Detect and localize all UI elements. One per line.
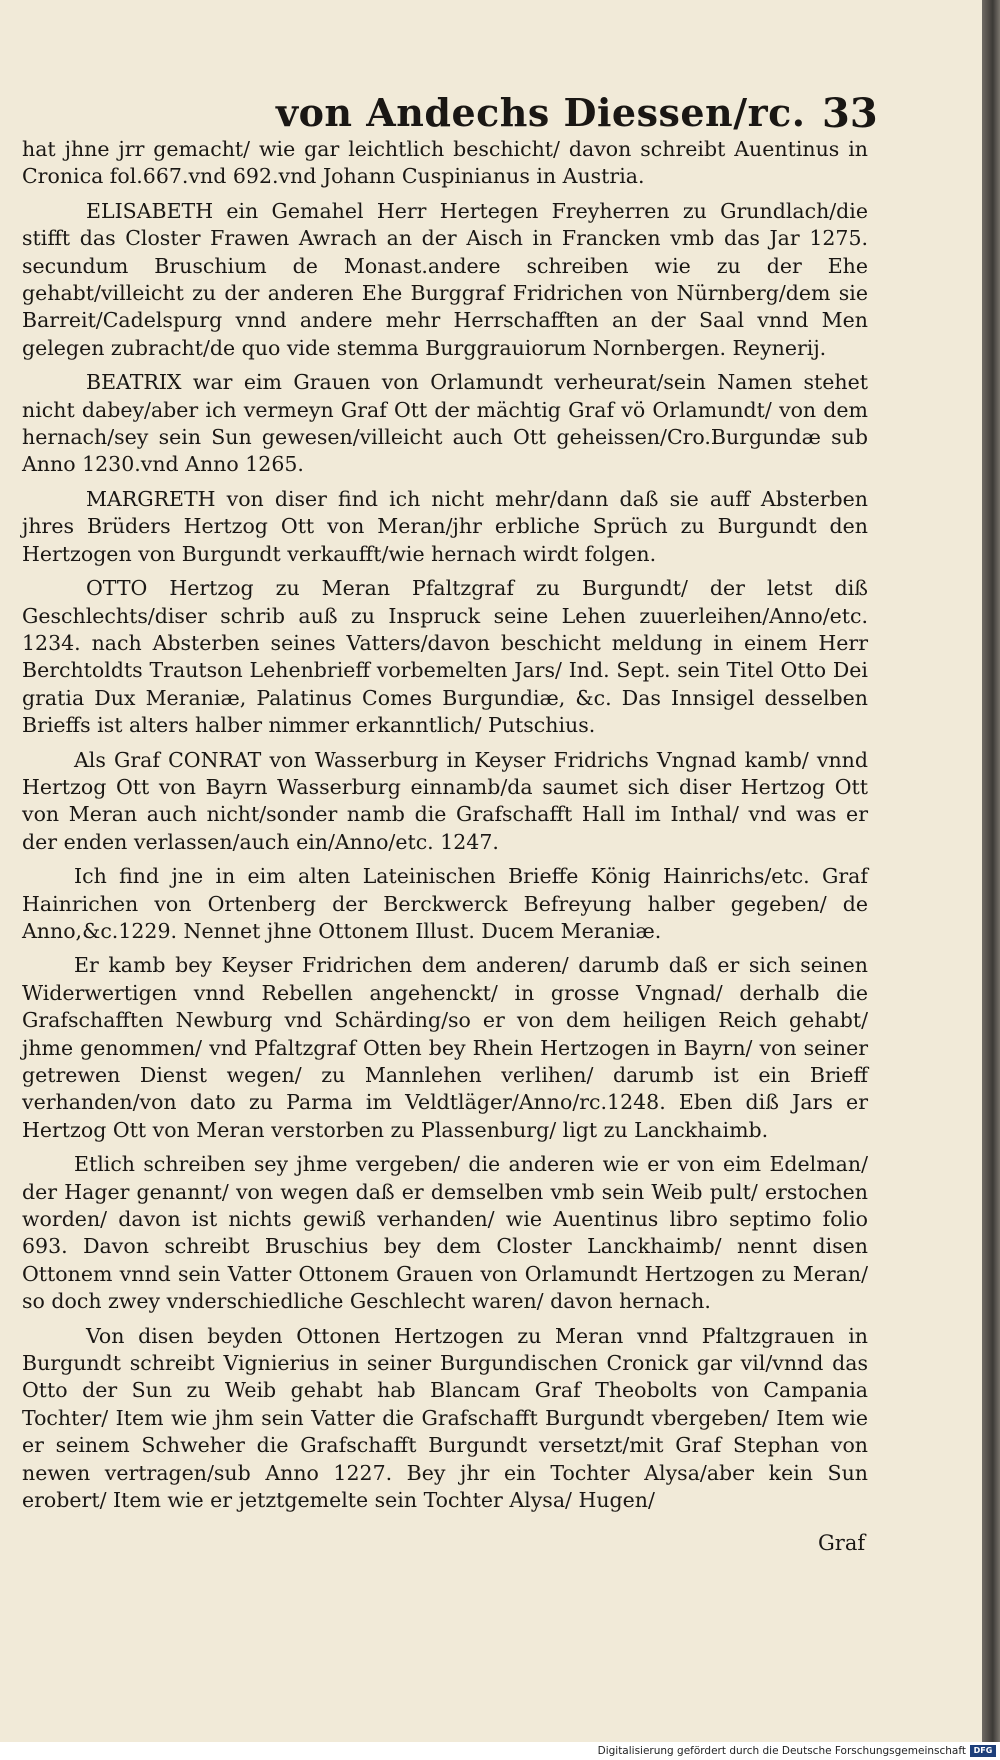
page-number: 33 <box>822 90 878 137</box>
paragraph-elisabeth: ELISABETH ein Gemahel Herr Hertegen Freyherren zu Grundlach/die stifft das Closter Frawen Awrach an der Aisch in Francken vmb das Jar 1275. secundum Bruschium de Monast.andere schreiben wie zu der Ehe gehabt/villeicht zu der anderen Ehe Burggraf Fridrichen von Nürnberg/dem sie Barreit/Cadelspurg vnnd andere mehr Herrschafften an der Saal vnnd Men gelegen zubracht/de quo vide stemma Burggrauiorum Nornbergen. Reynerij. <box>22 198 868 360</box>
paragraph-ottonen: Von disen beyden Ottonen Hertzogen zu Meran vnnd Pfaltzgrauen in Burgundt schreibt Vignierius in seiner Burgundischen Cronick gar vil/vnnd das Otto der Sun zu Weib gehabt hab Blancam Graf Theobolts von Campania Tochter/ Item wie jhm sein Vatter die Grafschafft Burgundt vbergeben/ Item wie er seinem Schweher die Grafschafft Burgundt versetzt/mit Graf Stephan von newen vertragen/sub Anno 1227. Bey jhr ein Tochter Alysa/aber kein Sun erobert/ Item wie er jetztgemelte sein Tochter Alysa/ Hugen/ <box>22 1323 868 1513</box>
body-text <box>22 136 868 1522</box>
paragraph-conrat: Als Graf CONRAT von Wasserburg in Keyser Fridrichs Vngnad kamb/ vnnd Hertzog Ott von Bayrn Wasserburg einnamb/da saumet sich diser Hertzog Ott von Meran auch nicht/sonder namb die Grafschafft Hall im Inthal/ vnd was er der enden verlassen/auch ein/Anno/etc. 1247. <box>22 747 868 854</box>
paragraph-brief: Ich find jne in eim alten Lateinischen Brieffe König Hainrichs/etc. Graf Hainrichen von Ortenberg der Berckwerck Befreyung halber gegeben/ de Anno,&c.1229. Nennet jhne Ottonem Illust. Ducem Meraniæ. <box>22 864 868 943</box>
catchword: Graf <box>818 1531 866 1555</box>
dfg-logo: DFG <box>970 1745 996 1757</box>
paragraph-margreth: MARGRETH von diser find ich nicht mehr/dann daß sie auff Absterben jhres Brüders Hertzog Ott von Meran/jhr erbliche Sprüch zu Burgundt den Hertzogen von Burgundt verkaufft/wie hernach wirdt folgen. <box>22 486 868 566</box>
paragraph-keyser: Er kamb bey Keyser Fridrichen dem anderen/ darumb daß er sich seinen Widerwertigen vnnd Rebellen angehenckt/ in grosse Vngnad/ derhalb die Grafschafften Newburg vnd Schärding/so er von dem heiligen Reich gehabt/ jhme genommen/ vnd Pfaltzgraf Otten bey Rhein Hertzogen in Bayrn/ von seiner getrewen Dienst wegen/ zu Mannlehen verlihen/ darumb ist ein Brieff verhanden/von dato zu Parma im Veldtläger/Anno/rc.1248. Eben diß Jars er Hertzog Ott von Meran verstorben zu Plassenburg/ ligt zu Lanckhaimb. <box>22 953 868 1142</box>
running-head: von Andechs Diessen/rc. <box>276 90 806 135</box>
footer-credit <box>0 1742 1000 1760</box>
book-edge <box>982 0 1000 1742</box>
paragraph-beatrix: BEATRIX war eim Grauen von Orlamundt verheurat/sein Namen stehet nicht dabey/aber ich vermeyn Graf Ott der mächtig Graf vö Orlamundt/ von dem hernach/sey sein Sun gewesen/villeicht auch Ott geheissen/Cro.Burgundæ sub Anno 1230.vnd Anno 1265. <box>22 370 868 477</box>
paragraph-etlich: Etlich schreiben sey jhme vergeben/ die anderen wie er von eim Edelman/ der Hager genannt/ von wegen daß er demselben vmb sein Weib pult/ erstochen worden/ davon ist nichts gewiß verhanden/ wie Auentinus libro septimo folio 693. Davon schreibt Bruschius bey dem Closter Lanckhaimb/ nennt disen Ottonem vnnd sein Vatter Ottonem Grauen von Orlamundt Hertzogen zu Meran/ so doch zwey vnderschiedliche Geschlecht waren/ davon hernach. <box>22 1152 868 1314</box>
paragraph-1: hat jhne jrr gemacht/ wie gar leichtlich beschicht/ davon schreibt Auentinus in Cronica fol.667.vnd 692.vnd Johann Cuspinianus in Austria. <box>22 137 868 189</box>
paragraph-otto: OTTO Hertzog zu Meran Pfaltzgraf zu Burgundt/ der letst diß Geschlechts/diser schrib auß zu Inspruck seine Lehen zuuerleihen/Anno/etc. 1234. nach Absterben seines Vatters/davon beschicht meldung in einem Herr Berchtoldts Trautson Lehenbrieff vorbemelten Jars/ Ind. Sept. sein Titel Otto Dei gratia Dux Meraniæ, Palatinus Comes Burgundiæ, &c. Das Innsigel desselben Brieffs ist alters halber nimmer erkanntlich/ Putschius. <box>22 576 868 738</box>
footer-text: Digitalisierung gefördert durch die Deutsche Forschungsgemeinschaft <box>597 1745 966 1757</box>
